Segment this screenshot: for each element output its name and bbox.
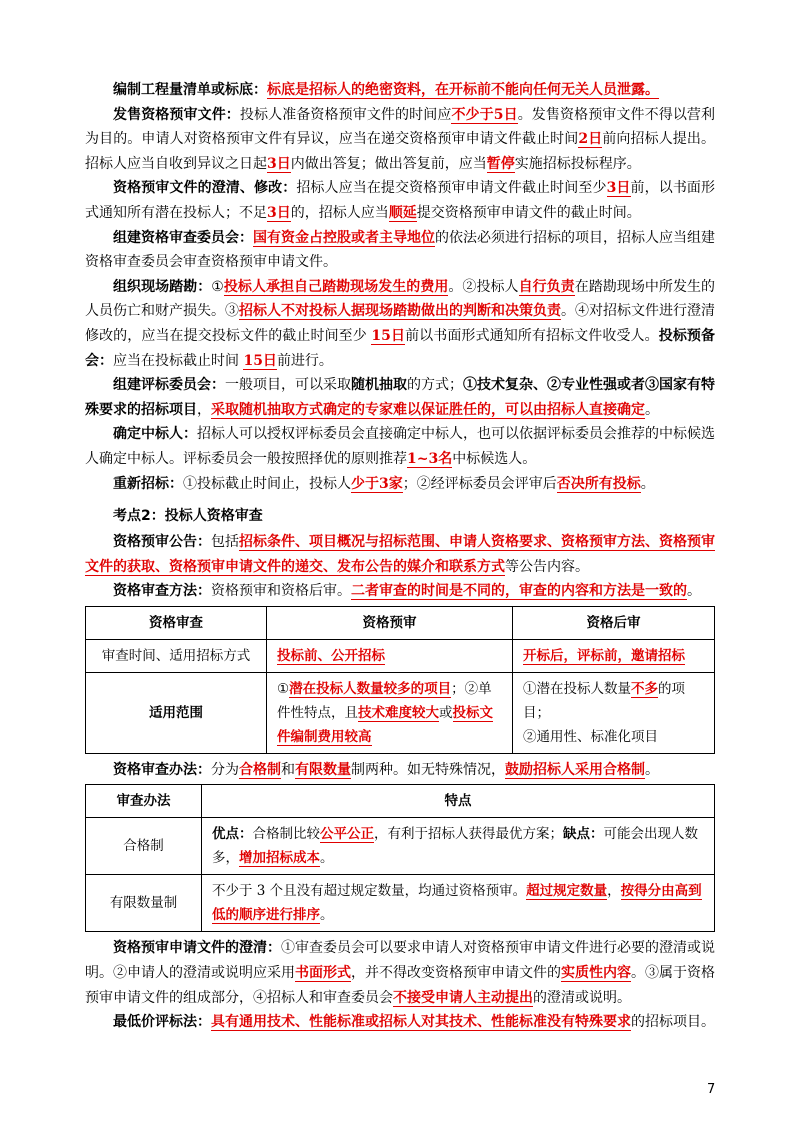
highlight: 不少于5日: [451, 106, 518, 123]
highlight: 具有通用技术、性能标准或招标人对其技术、性能标准没有特殊要求: [211, 1014, 631, 1031]
para-review-approaches: 资格审查办法：分为合格制和有限数量制两种。如无特殊情况，鼓励招标人采用合格制。: [113, 761, 659, 778]
para-heading: 发售资格预审文件：: [113, 106, 240, 123]
highlight: 有限数量: [295, 761, 351, 778]
para-heading: 投标预备会：: [85, 327, 716, 369]
table-cell: 有限数量制: [86, 875, 202, 932]
table-header-row: [86, 606, 715, 639]
highlight: 1~3名: [407, 450, 453, 467]
highlight: 按得分由高到低的顺序进行排序: [212, 883, 702, 924]
highlight: 顺延: [388, 204, 417, 221]
highlight: 3日: [267, 155, 291, 172]
para-bill-of-quantities: [85, 78, 715, 103]
table-cell: 不少于 3 个且没有超过规定数量，均通过资格预审。超过规定数量，按得分由高到低的顺序进行排序。: [202, 875, 715, 932]
para-site-visit: 组织现场踏勘：①投标人承担自己踏勘现场发生的费用。②投标人自行负责在踏勘现场中所发生的人员伤亡和财产损失。③招标人不对投标人据现场踏勘做出的判断和决策负责。④对招标文件进行澄清修改的，应当在提交投标文件的截止时间至少 15日前以书面形式通知所有招标文件收受人。投标预备会：应当在投标截止时间 15日前进行。: [85, 278, 716, 369]
para-heading: 重新招标：: [113, 475, 183, 492]
table-row: [86, 672, 715, 753]
highlight: 技术难度较大: [358, 704, 439, 721]
para-heading: 资格预审文件的澄清、修改：: [113, 180, 297, 197]
highlight: 书面形式: [295, 965, 351, 982]
highlight: 15日: [371, 327, 406, 344]
table-cell: [513, 639, 715, 672]
table-cell: 优点：合格制比较公平公正，有利于招标人获得最优方案；缺点：可能会出现人数多，增加招标成本。: [202, 818, 715, 875]
table-header: 特点: [202, 785, 715, 818]
para-heading: 资格预审申请文件的澄清：: [113, 940, 281, 957]
highlight: 潜在投标人数量较多的项目: [289, 680, 452, 697]
para-heading: 组建资格审查委员会：: [113, 229, 253, 246]
highlight: 增加招标成本: [239, 850, 320, 867]
table-header: 审查办法: [86, 785, 202, 818]
para-heading: 资格预审公告：: [113, 534, 211, 551]
highlight: 2日: [578, 131, 603, 148]
table-row: [86, 639, 715, 672]
highlight: 二者审查的时间是不同的，审查的内容和方法是一致的: [351, 583, 687, 600]
para-heading: 组织现场踏勘：: [113, 278, 212, 295]
highlight: 否决所有投标: [556, 475, 641, 492]
table-cell: 适用范围: [86, 672, 267, 753]
review-methods-table: [85, 784, 715, 932]
table-header: 资格审查: [86, 606, 267, 639]
highlight: 不多: [631, 680, 658, 697]
table-row: [86, 875, 715, 932]
table-cell: 审查时间、适用招标方式: [86, 639, 267, 672]
table-cell: 合格制: [86, 818, 202, 875]
table-cell: ①潜在投标人数量不多的项目； ②通用性、标准化项目: [513, 672, 715, 753]
highlight: 暂停: [486, 155, 515, 172]
highlight: 实质性内容: [561, 965, 631, 982]
para-heading: 编制工程量清单或标底：: [113, 82, 267, 98]
table-cell: ①潜在投标人数量较多的项目；②单件性特点，且技术难度较大或投标文件编制费用较高: [267, 672, 513, 753]
para-review-committee: 组建资格审查委员会：国有资金占控股或者主导地位的依法必须进行招标的项目，招标人应当组建资格审查委员会审查资格预审申请文件。: [85, 229, 715, 271]
highlight: 公平公正: [320, 826, 374, 843]
section-title: 考点2：投标人资格审查: [113, 508, 263, 525]
highlight: 超过规定数量: [526, 883, 608, 900]
highlight: 招标人不对投标人据现场踏勘做出的判断和决策负责: [239, 303, 561, 320]
para-heading: 组建评标委员会：: [113, 377, 225, 394]
table-header: 资格预审: [267, 606, 513, 639]
highlight: 少于3家: [351, 475, 403, 492]
para-heading: 最低价评标法：: [113, 1014, 211, 1031]
highlight: 采取随机抽取方式确定的专家难以保证胜任的，可以由招标人直接确定: [211, 401, 645, 418]
para-winning-bidder: 确定中标人：招标人可以授权评标委员会直接确定中标人，也可以依据评标委员会推荐的中标候选人确定中标人。评标委员会一般按照择优的原则推荐1~3名中标候选人。: [85, 426, 715, 467]
highlight: 投标人承担自己踏勘现场发生的费用: [223, 278, 449, 295]
highlight: 标底是招标人的绝密资料，在开标前不能向任何无关人员泄露。: [267, 82, 659, 98]
document-page: [85, 78, 715, 1035]
para-heading: 资格审查办法：: [113, 761, 211, 778]
para-prequal-clarification: 资格预审文件的澄清、修改：招标人应当在提交资格预审申请文件截止时间至少3日前，以书面形式通知所有潜在投标人；不足3日的，招标人应当顺延提交资格预审申请文件的截止时间。: [85, 180, 716, 221]
table-cell: [267, 639, 513, 672]
para-retender: 重新招标：①投标截止时间止，投标人少于3家；②经评标委员会评审后否决所有投标。: [113, 475, 655, 492]
highlight: 不接受申请人主动提出: [393, 989, 533, 1006]
highlight: 合格制: [239, 761, 281, 778]
highlight: 投标前、公开招标: [277, 647, 385, 664]
highlight: 投标文件编制费用较高: [277, 704, 493, 745]
prequal-comparison-table: [85, 606, 715, 754]
para-evaluation-committee: 组建评标委员会：一般项目，可以采取随机抽取的方式；①技术复杂、②专业性强或者③国家有特殊要求的招标项目，采取随机抽取方式确定的专家难以保证胜任的，可以由招标人直接确定。: [85, 377, 715, 418]
highlight: 开标后，评标前，邀请招标: [523, 647, 685, 664]
highlight: 3日: [606, 180, 631, 197]
table-header-row: [86, 785, 715, 818]
highlight: 自行负责: [518, 278, 575, 295]
highlight: 招标条件、项目概况与招标范围、申请人资格要求、资格预审方法、资格预审文件的获取、资格预审申请文件的递交、发布公告的媒介和联系方式: [85, 534, 715, 575]
para-lowest-price: 最低价评标法：具有通用技术、性能标准或招标人对其技术、性能标准没有特殊要求的招标项目。: [113, 1014, 715, 1031]
para-prequal-application-clarification: 资格预审申请文件的澄清：①审查委员会可以要求申请人对资格预审申请文件进行必要的澄清或说明。②申请人的澄清或说明应采用书面形式，并不得改变资格预审申请文件的实质性内容。③属于资格预审申请文件的组成部分，④招标人和审查委员会不接受申请人主动提出的澄清或说明。: [85, 940, 715, 1006]
para-review-methods: 资格审查方法：资格预审和资格后审。二者审查的时间是不同的，审查的内容和方法是一致的。: [113, 583, 701, 600]
highlight: 15日: [243, 352, 277, 369]
para-prequal-sale: 发售资格预审文件：投标人准备资格预审文件的时间应不少于5日。发售资格预审文件不得以营利为目的。申请人对资格预审文件有异议，应当在递交资格预审申请文件截止时间2日前向招标人提出。招标人应当自收到异议之日起3日内做出答复；做出答复前，应当暂停实施招标投标程序。: [85, 106, 716, 172]
para-heading: 资格审查方法：: [113, 583, 211, 600]
table-header: 资格后审: [513, 606, 715, 639]
para-heading: 确定中标人：: [113, 426, 197, 443]
page-number: 7: [707, 1082, 716, 1097]
highlight: 鼓励招标人采用合格制: [505, 761, 645, 778]
table-row: [86, 818, 715, 875]
para-prequal-notice: 资格预审公告：包括招标条件、项目概况与招标范围、申请人资格要求、资格预审方法、资格预审文件的获取、资格预审申请文件的递交、发布公告的媒介和联系方式等公告内容。: [85, 534, 715, 575]
highlight: 3日: [267, 204, 291, 221]
highlight: 国有资金占控股或者主导地位: [253, 229, 435, 246]
